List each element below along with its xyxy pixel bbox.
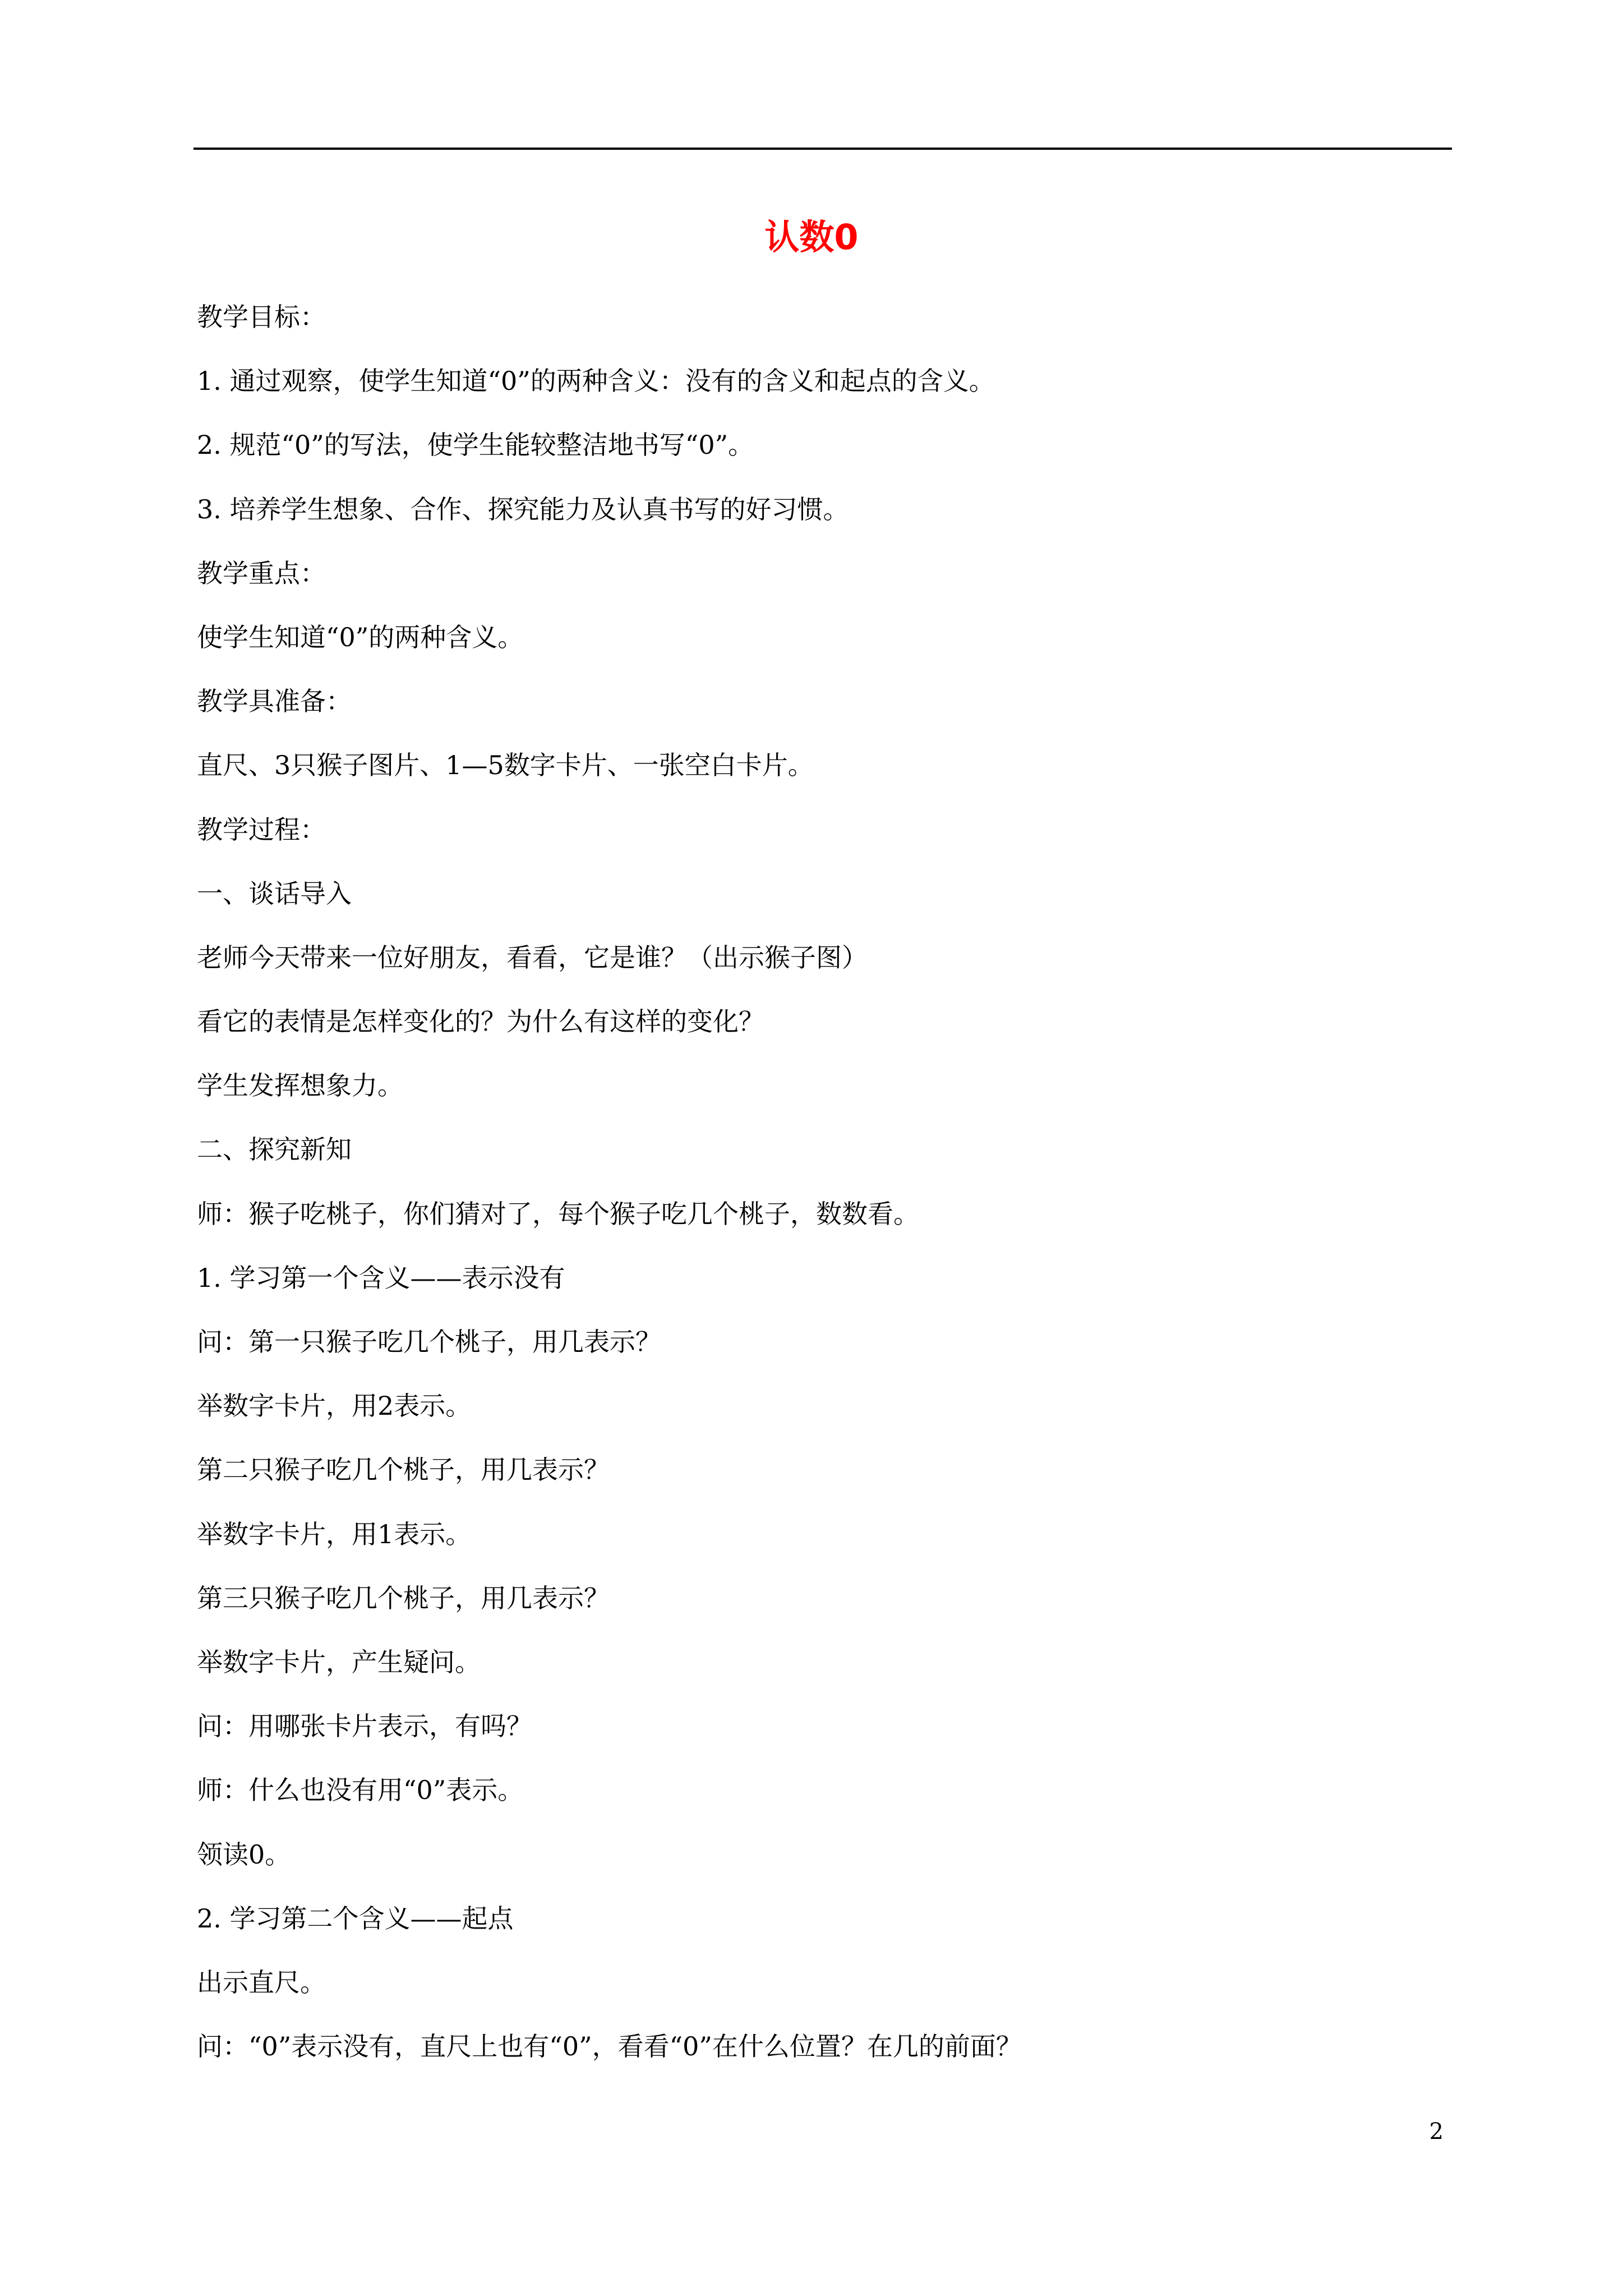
- body-paragraph: 2. 规范“0”的写法，使学生能较整洁地书写“0”。: [197, 430, 754, 461]
- body-paragraph: 看它的表情是怎样变化的？为什么有这样的变化？: [197, 1006, 764, 1037]
- page-number: 2: [1429, 2119, 1444, 2145]
- body-paragraph: 出示直尺。: [197, 1967, 326, 1998]
- body-paragraph: 一、谈话导入: [197, 878, 352, 909]
- body-paragraph: 举数字卡片，用1表示。: [197, 1519, 472, 1549]
- body-paragraph: 教学目标：: [197, 302, 326, 332]
- body-paragraph: 老师今天带来一位好朋友，看看，它是谁？（出示猴子图）: [197, 942, 868, 973]
- body-paragraph: 1. 通过观察，使学生知道“0”的两种含义：没有的含义和起点的含义。: [197, 366, 995, 397]
- header-rule: [193, 148, 1452, 150]
- body-paragraph: 3. 培养学生想象、合作、探究能力及认真书写的好习惯。: [197, 494, 849, 524]
- document-body: [197, 297, 1453, 2091]
- body-paragraph: 问：用哪张卡片表示，有吗？: [197, 1711, 532, 1742]
- body-paragraph: 第二只猴子吃几个桃子，用几表示？: [197, 1455, 610, 1485]
- body-paragraph: 师：什么也没有用“0”表示。: [197, 1775, 524, 1806]
- body-paragraph: 第三只猴子吃几个桃子，用几表示？: [197, 1582, 610, 1613]
- body-paragraph: 二、探究新知: [197, 1134, 352, 1165]
- body-paragraph: 问：第一只猴子吃几个桃子，用几表示？: [197, 1327, 661, 1357]
- body-paragraph: 领读0。: [197, 1839, 291, 1870]
- body-paragraph: 直尺、3只猴子图片、1—5数字卡片、一张空白卡片。: [197, 750, 814, 781]
- body-paragraph: 举数字卡片，产生疑问。: [197, 1646, 481, 1677]
- body-paragraph: 教学重点：: [197, 558, 326, 588]
- body-paragraph: 2. 学习第二个含义——起点: [197, 1903, 514, 1934]
- body-paragraph: 学生发挥想象力。: [197, 1070, 403, 1101]
- body-paragraph: 举数字卡片，用2表示。: [197, 1391, 472, 1421]
- document-title: 认数0: [764, 217, 859, 257]
- body-paragraph: 教学过程：: [197, 814, 326, 845]
- body-paragraph: 问：“0”表示没有，直尺上也有“0”，看看“0”在什么位置？在几的前面？: [197, 2031, 1022, 2062]
- body-paragraph: 1. 学习第一个含义——表示没有: [197, 1262, 565, 1293]
- body-paragraph: 使学生知道“0”的两种含义。: [197, 622, 524, 652]
- body-paragraph: 师：猴子吃桃子，你们猜对了，每个猴子吃几个桃子，数数看。: [197, 1198, 919, 1229]
- body-paragraph: 教学具准备：: [197, 686, 352, 717]
